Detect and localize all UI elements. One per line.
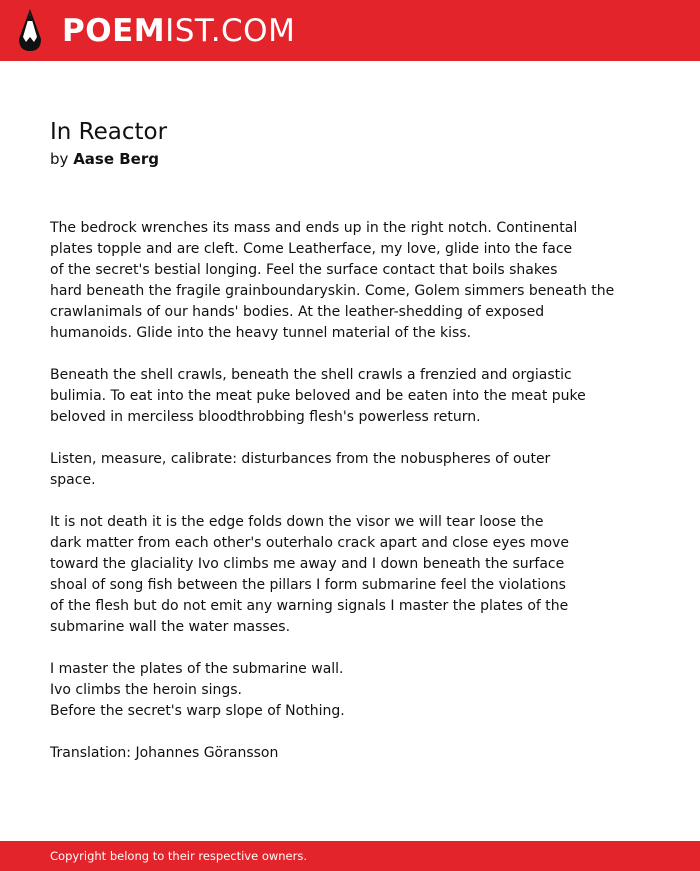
poem-line: humanoids. Glide into the heavy tunnel material of the kiss. (50, 325, 472, 341)
poem-stanza (50, 659, 670, 722)
poem-stanza (50, 218, 670, 344)
translation-credit: Translation: Johannes Göransson (50, 745, 279, 761)
poem-line: crawlanimals of our hands' bodies. At the leather-shedding of exposed (50, 304, 545, 320)
pencil-tip-icon[interactable] (18, 9, 42, 51)
poem-stanza (50, 512, 670, 638)
poem-line: Ivo climbs the heroin sings. (50, 682, 243, 698)
poem-line: The bedrock wrenches its mass and ends up in the right notch. Continental (50, 220, 578, 236)
poem-line: hard beneath the fragile grainboundaryskin. Come, Golem simmers beneath the (50, 283, 615, 299)
site-footer (0, 841, 700, 871)
poem-line: It is not death it is the edge folds down the visor we will tear loose the (50, 514, 544, 530)
site-header (0, 0, 700, 61)
poem-title: In Reactor (50, 119, 168, 145)
poem-stanza (50, 449, 670, 491)
by-label: by (50, 150, 69, 168)
poem-line: shoal of song fish between the pillars I form submarine feel the violations (50, 577, 566, 593)
poem-line: dark matter from each other's outerhalo crack apart and close eyes move (50, 535, 570, 551)
poem-line: I master the plates of the submarine wall. (50, 661, 344, 677)
poem-body (50, 218, 670, 743)
poem-stanza (50, 365, 670, 428)
poem-line: plates topple and are cleft. Come Leatherface, my love, glide into the face (50, 241, 573, 257)
poem-line: Before the secret's warp slope of Nothing. (50, 703, 345, 719)
author-name: Aase Berg (73, 150, 159, 168)
poem-line: of the secret's bestial longing. Feel the surface contact that boils shakes (50, 262, 558, 278)
poem-line: beloved in merciless bloodthrobbing flesh's powerless return. (50, 409, 481, 425)
logo-light-text: IST.COM (165, 13, 296, 49)
copyright-notice: Copyright belong to their respective owners. (50, 849, 308, 863)
poem-line: submarine wall the water masses. (50, 619, 291, 635)
logo-bold-text: POEM (62, 13, 166, 49)
poem-line: Beneath the shell crawls, beneath the shell crawls a frenzied and orgiastic (50, 367, 572, 383)
poem-line: Listen, measure, calibrate: disturbances from the nobuspheres of outer (50, 451, 551, 467)
poem-line: of the flesh but do not emit any warning signals I master the plates of the (50, 598, 569, 614)
poem-line: bulimia. To eat into the meat puke beloved and be eaten into the meat puke (50, 388, 586, 404)
poem-line: toward the glaciality Ivo climbs me away and I down beneath the surface (50, 556, 565, 572)
site-logo[interactable] (62, 13, 295, 49)
poem-line: space. (50, 472, 96, 488)
byline (50, 148, 159, 170)
